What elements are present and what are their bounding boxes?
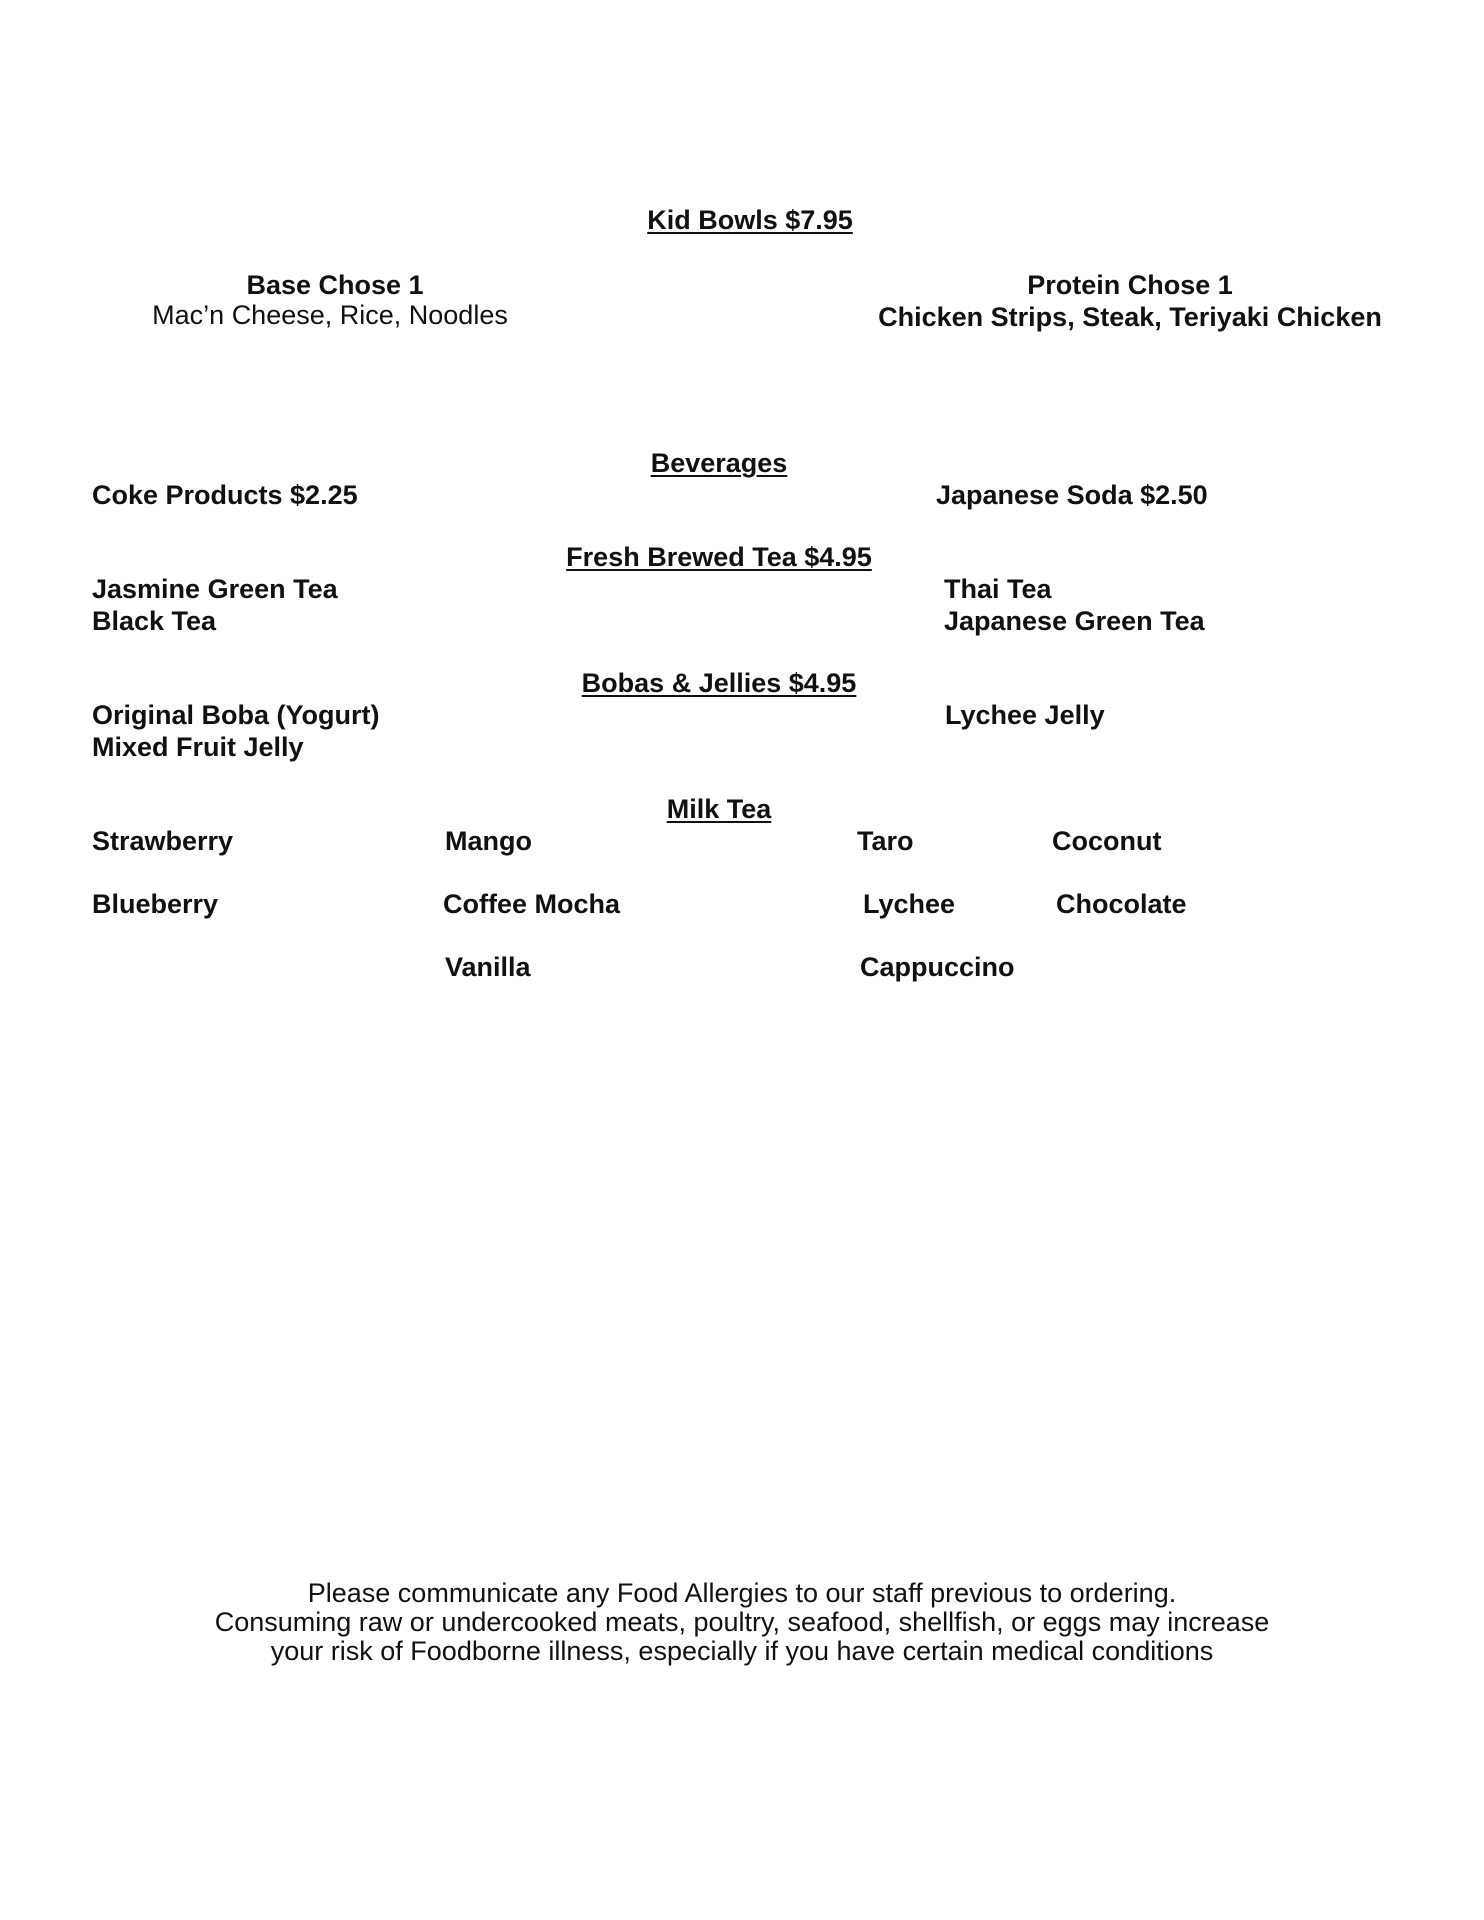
milk-tea-title: Milk Tea [666,794,772,824]
milk-tea-flavor: Chocolate [1056,889,1187,919]
base-heading: Base Chose 1 [246,270,424,300]
milk-tea-flavor: Mango [445,826,532,856]
milk-tea-flavor: Lychee [863,889,956,919]
milk-tea-flavor: Cappuccino [860,952,1015,982]
protein-heading: Protein Chose 1 [1027,270,1233,300]
consumption-warning: Consuming raw or undercooked meats, poultry, seafood, shellfish, or eggs may increase [214,1607,1270,1637]
kid-bowls-title: Kid Bowls $7.95 [647,205,853,235]
allergy-notice: Please communicate any Food Allergies to our staff previous to ordering. [307,1578,1177,1608]
milk-tea-flavor: Coffee Mocha [443,889,621,919]
milk-tea-flavor: Blueberry [92,889,219,919]
boba-item: Mixed Fruit Jelly [92,732,304,762]
coke-products: Coke Products $2.25 [92,480,358,510]
fresh-brewed-tea-title: Fresh Brewed Tea $4.95 [566,542,872,572]
milk-tea-flavor: Taro [857,826,914,856]
milk-tea-flavor: Coconut [1052,826,1162,856]
protein-options: Chicken Strips, Steak, Teriyaki Chicken [878,302,1382,332]
boba-item: Original Boba (Yogurt) [92,700,380,730]
milk-tea-flavor: Vanilla [445,952,531,982]
boba-item: Lychee Jelly [945,700,1105,730]
base-options: Mac’n Cheese, Rice, Noodles [152,300,508,330]
beverages-title: Beverages [650,448,788,478]
tea-item: Japanese Green Tea [944,606,1205,636]
consumption-warning: your risk of Foodborne illness, especially if you have certain medical conditions [270,1636,1214,1666]
milk-tea-flavor: Strawberry [92,826,234,856]
tea-item: Thai Tea [944,574,1052,604]
bobas-jellies-title: Bobas & Jellies $4.95 [581,668,857,698]
tea-item: Black Tea [92,606,217,636]
tea-item: Jasmine Green Tea [92,574,338,604]
japanese-soda: Japanese Soda $2.50 [936,480,1208,510]
